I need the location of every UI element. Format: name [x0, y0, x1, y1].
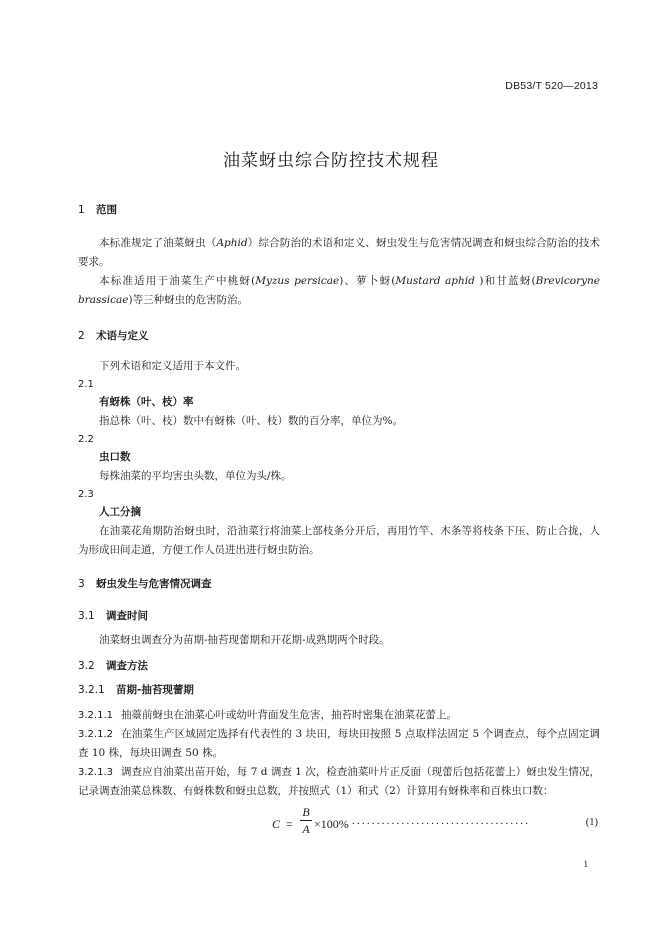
- formula-denominator: A: [302, 822, 310, 836]
- page-number: 1: [583, 859, 588, 869]
- section-3-2-1-heading: 3.2.1 苗期-抽苔现蕾期: [78, 684, 194, 696]
- section-2-heading: [78, 329, 600, 343]
- document-title: 油菜蚜虫综合防控技术规程: [223, 151, 439, 171]
- clause-3-2-1-1: 3.2.1.1 抽薹前蚜虫在油菜心叶或幼叶背面发生危害，抽苔时密集在油菜花蕾上。: [78, 709, 457, 721]
- formula-equals: =: [286, 817, 293, 831]
- fraction-bar: [300, 820, 312, 821]
- section-3-heading: [78, 577, 600, 591]
- clause-3-2-1-2: 3.2.1.2 在油菜生产区域固定选择有代表性的 3 块田，每块田按照 5 点取样法固定 5 个调查点，每个点固定调查 10 株，每块田调查 50 株。: [78, 728, 600, 759]
- formula-numerator: B: [302, 805, 310, 819]
- document-code: DB53/T 520—2013: [505, 80, 598, 92]
- term-2-3-name: 人工分摘: [99, 506, 141, 518]
- formula-multiplier: ×100%: [314, 817, 349, 831]
- formula-number: (1): [585, 817, 598, 828]
- formula-leader-dots: ....................................: [352, 815, 531, 827]
- section-title: 术语与定义: [96, 330, 149, 342]
- terms-intro: 下列术语和定义适用于本文件。: [99, 360, 246, 372]
- scope-paragraph-1: 本标准规定了油菜蚜虫（Aphid）综合防治的术语和定义、蚜虫发生与危害情况调查和蚜虫综合防治的技术要求。: [78, 237, 601, 268]
- term-2-3-number: 2.3: [78, 489, 94, 500]
- clause-3-2-1-3: 3.2.1.3 调查应自油菜出苗开始，每 7 d 调查 1 次，检查油菜叶片正反面（现蕾后包括花蕾上）蚜虫发生情况，记录调查油菜总株数、有蚜株数和蚜虫总数，并按照式（1）和式（2）计算用有蚜株率和百株虫口数：: [78, 766, 600, 797]
- section-3-2-heading: 3.2 调查方法: [78, 660, 148, 672]
- scope-paragraph-2: 本标准适用于油菜生产中桃蚜(Myzus persicae)、萝卜蚜(Mustard aphid )和甘蓝蚜(Brevicoryne brassicae)等三种蚜虫的危害防治。: [78, 275, 600, 306]
- formula-1: [272, 805, 598, 845]
- section-title: 蚜虫发生与危害情况调查: [96, 578, 212, 590]
- term-2-2-definition: 每株油菜的平均害虫头数，单位为头/株。: [99, 470, 292, 482]
- term-2-2-name: 虫口数: [99, 451, 131, 463]
- survey-time-text: 油菜蚜虫调查分为苗期-抽苔现蕾期和开花期-成熟期两个时段。: [99, 634, 390, 646]
- document-body: [78, 203, 600, 801]
- term-2-1-definition: 指总株（叶、枝）数中有蚜株（叶、枝）数的百分率，单位为%。: [99, 415, 403, 427]
- term-2-1-number: 2.1: [78, 379, 94, 390]
- section-1-heading: [78, 203, 600, 217]
- term-2-1-name: 有蚜株（叶、枝）率: [99, 396, 194, 408]
- section-number: 3: [78, 578, 85, 590]
- term-2-2-number: 2.2: [78, 434, 94, 445]
- section-number: 2: [78, 330, 85, 342]
- section-title: 范围: [96, 204, 117, 216]
- section-number: 1: [78, 204, 85, 216]
- formula-lhs: C: [272, 817, 281, 831]
- formula-fraction: [300, 805, 312, 836]
- term-2-3-definition: 在油菜花角期防治蚜虫时，沿油菜行将油菜上部枝条分开后，再用竹竿、木条等将枝条下压、防止合拢，人为形成田间走道，方便工作人员进出进行蚜虫防治。: [78, 525, 600, 556]
- section-3-1-heading: 3.1 调查时间: [78, 610, 148, 622]
